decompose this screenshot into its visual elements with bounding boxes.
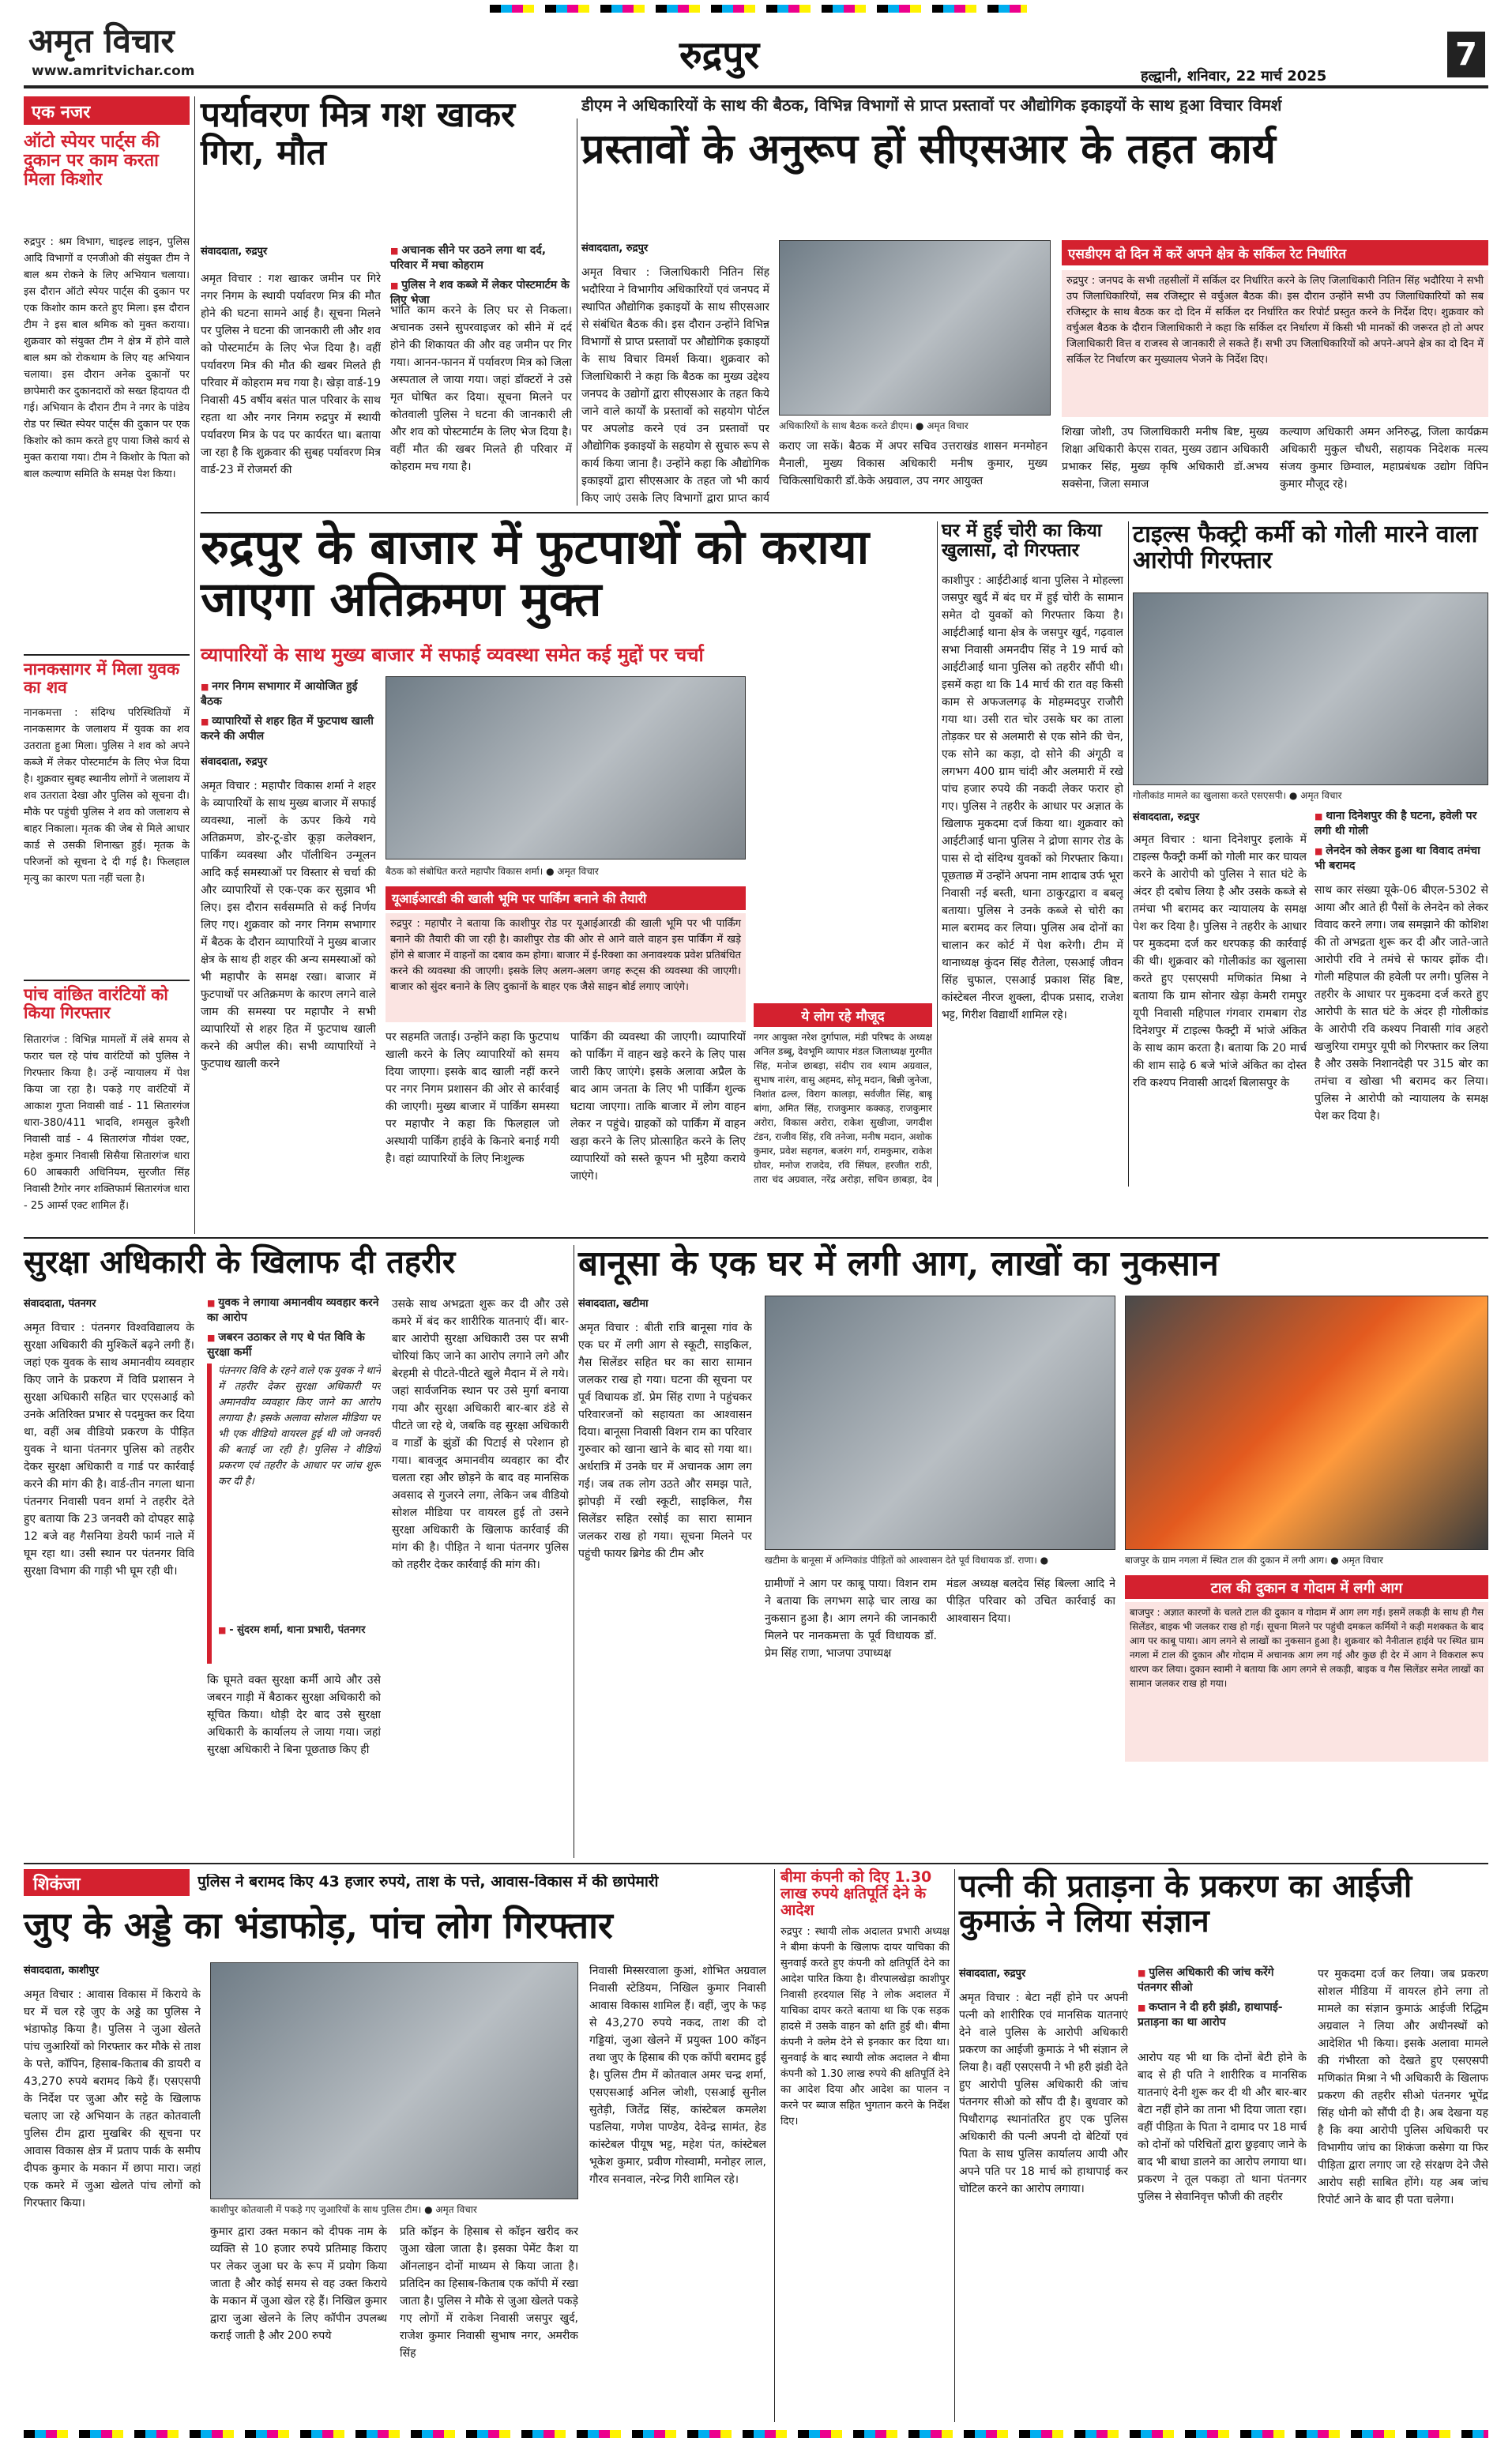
brief-3-headline: पांच वांछित वारंटियों को किया गिरफ्तार [24, 980, 190, 1022]
masthead [0, 0, 1512, 88]
story-6-quote: पंतनगर विवि के रहने वाले एक युवक ने थाने में तहरीर देकर सुरक्षा अधिकारी पर अमानवीय व्यवहार किए जाने का आरोप लगाया है। इसके अलावा सोशल मीडिया पर भी एक वीडियो वायरल हुई थी जो जनवरी की बताई जा रही है। पुलिस ने वीडियो प्रकरण एवं तहरीर के आधार पर जांच शुरू कर दी है। [218, 1365, 381, 1488]
story-3-bullet: ■ व्यापारियों से शहर हित में फुटपाथ खाली करने की अपील [201, 714, 374, 744]
story-gambling [24, 1869, 853, 2422]
story-footpath [201, 521, 932, 1296]
story-6-quote-by: ■ - सुंदरम शर्मा, थाना प्रभारी, पंतनगर [218, 1623, 381, 1638]
story-8-body-b: आरोप यह भी था कि दोनों बेटी होने के बाद से ही पति ने शारीरिक व मानसिक यातनाएं देनी शुरू कर दी थी और बार-बार बेटा नहीं होने का ताना भी दिया जाता रहा। वहीं पीड़िता के पिता ने दामाद पर 18 मार्च को दोनों को परिचितों द्वारा छुड़वाए जाने के बाद भी बाधा डालने का आरोप लगाया था। प्रकरण ने तूल पकड़ा तो थाना पंतनगर पुलिस ने सेवानिवृत्त फौजी की तहरीर [1138, 2052, 1307, 2203]
brief-3-body: सितारगंज : विभिन्न मामलों में लंबे समय से फरार चल रहे पांच वारंटियों को पुलिस ने गिरफ्तार किया है। उन्हें न्यायालय में पेश किया जा रहा है। पकड़े गए वारंटियों में आकाश गुप्ता निवासी वार्ड - 11 सितारगंज धारा-380/411 भादवि, शमसुल कुरैशी निवासी वार्ड - 4 सितारगंज गौवंश एक्ट, महेश कुमार निवासी सिसैया सितारगंज धारा 60 आबकारी अधिनियम, सुरजीत सिंह निवासी टैगोर नगर शक्तिफार्म सितारगंज धारा - 25 आर्म्स एक्ट शामिल हैं। [24, 1034, 190, 1212]
story-6-body-a: अमृत विचार : पंतनगर विश्वविद्यालय के सुरक्षा अधिकारी की मुश्किलें बढ़ने लगी हैं। जहां एक युवक के साथ अमानवीय व्यवहार किए जाने के प्रकरण में विवि प्रशासन ने सुरक्षा अधिकारी सहित चार एएसआई को उनके अतिरिक्त प्रभार से पदमुक्त कर दिया था, वहीं अब वीडियो प्रकरण के पीड़ित युवक ने थाना पंतनगर पुलिस को तहरीर देकर सुरक्षा अधिकारी व गार्ड पर कार्रवाई करने की मांग की है। वार्ड-तीन नगला थाना पंतनगर निवासी पवन शर्मा ने तहरीर देते हुए बताया कि 23 जनवरी को दोपहर साढ़े 12 बजे वह गैसनिया डेयरी फार्म नाले में घूम रहा था। उसी स्थान पर पंतनगर विवि सुरक्षा विभाग की गाड़ी भी घूम रही थी। [24, 1322, 194, 1578]
story-1-body-a: अमृत विचार : गश खाकर जमीन पर गिरे नगर निगम के स्थायी पर्यावरण मित्र की मौत होने की घटना सामने आई है। सूचना मिलने पर पुलिस ने घटना की जानकारी ली और शव को पोस्टमार्टम के लिए भेज दिया है। वहीं पर्यावरण मित्र की मौत की खबर मिलते ही परिवार में कोहराम मच गया है। खेड़ा वार्ड-19 निवासी 45 वर्षीय बसंत पाल परिवार के साथ रहता था और नगर निगम रुद्रपुर में स्थायी पर्यावरण मित्र के पद पर कार्यरत था। बताया जा रहा है कि शुक्रवार की सुबह पर्यावरण मित्र वार्ड-23 में रोजमर्रा की [201, 273, 381, 476]
present-box [754, 1003, 932, 1187]
story-5-body-b: साथ कार संख्या यूके-06 बीएल-5302 से आया और आते ही पैसों के लेनदेन को लेकर विवाद करने लगा। जब समझाने की कोशिश की तो अभद्रता शुरू कर दी और जाते-जाते आरोपी रवि ने तमंचे से फायर झोंक दी। गोली महिपाल की हवेली पर लगी। पुलिस ने तहरीर के आधार पर मुकदमा दर्ज करते हुए आरोपी के सात घंटे के अंदर ही गोलीकांड के आरोपी रवि कश्यप निवासी गांव अहरो खजुरिया रामपुर यूपी को गिरफ्तार कर लिया है और उसके निशानदेही पर 315 बोर का तमंचा व खोखा भी बरामद कर लिया। पुलिस ने आरोपी को न्यायालय के समक्ष पेश कर दिया है। [1315, 884, 1488, 1123]
story-4-headline: घर में हुई चोरी का किया खुलासा, दो गिरफ्तार [942, 521, 1102, 562]
insurance-headline: बीमा कंपनी को दिए 1.30 लाख रुपये क्षतिपूर्ति देने के आदेश [780, 1868, 932, 1919]
story-8-byline: संवाददाता, रुद्रपुर [959, 1968, 1026, 1980]
story-8-bullet: ■ कप्तान ने दी हरी झंडी, हाथापाई-प्रताड़ना का था आरोप [1138, 2000, 1307, 2030]
story-1-bullet: ■ पुलिस ने शव कब्जे में लेकर पोस्टमार्टम के लिए भेजा [390, 278, 572, 308]
uird-parking-body: रुद्रपुर : महापौर ने बताया कि काशीपुर रोड पर यूआईआरडी की खाली भूमि पर भी पार्किंग बनाने की तैयारी की जा रही है। काशीपुर रोड की ओर से आने वाले वाहन इस पार्किंग में खड़े होंगे से बाजार में वाहनों का दबाव कम होगा। बाजार में ई-रिक्शा का अनावश्यक प्रवेश प्रतिबंधित करने की व्यवस्था की जाएगी। इसके लिए अलग-अलग जगह रूट्स की व्यवस्था की जाएगी। बाजार को सुंदर बनाने के लिए दुकानों के बाहर एक जैसे साइन बोर्ड लगाए जाएंगे। [386, 913, 746, 1022]
story-banusa-fire [578, 1245, 1488, 1964]
story-7-caption-a: खटीमा के बानूसा में अग्निकांड पीड़ितों को आश्वासन देते पूर्व विधायक डॉ. राणा। ● [765, 1555, 1049, 1566]
registration-marks-top [490, 5, 1027, 13]
story-ig-cognizance [959, 1869, 1488, 2422]
shikanja-caption: काशीपुर कोतवाली में पकड़े गए जुआरियों के साथ पुलिस टीम। ● अमृत विचार [210, 2204, 477, 2215]
story-6-byline: संवाददाता, पंतनगर [24, 1298, 96, 1310]
story-6-bullets [207, 1296, 381, 1360]
site-url: www.amritvichar.com [32, 63, 195, 79]
edition-date: हल्द्वानी, शनिवार, 22 मार्च 2025 [1141, 68, 1327, 85]
story-7-body-c: मंडल अध्यक्ष बलदेव सिंह बिल्ला आदि ने पीड़ित परिवार को उचित कार्रवाई का आश्वासन दिया। [946, 1578, 1115, 1625]
page-number: 7 [1447, 32, 1485, 77]
brief-2-headline: नानकसागर में मिला युवक का शव [24, 654, 190, 697]
insurance-body: रुद्रपुर : स्थायी लोक अदालत प्रभारी अध्यक्ष ने बीमा कंपनी के खिलाफ दायर याचिका की सुनवाई करते हुए कंपनी को क्षतिपूर्ति देने का आदेश पारित किया है। वीरपालखेड़ा काशीपुर निवासी हरदयाल सिंह ने लोक अदालत में याचिका दायर करते बताया था कि एक सड़क हादसे में उसके वाहन को क्षति हुई थी। बीमा कंपनी ने क्लेम देने से इनकार कर दिया था। सुनवाई के बाद स्थायी लोक अदालत ने बीमा कंपनी को 1.30 लाख रुपये की क्षतिपूर्ति देने का आदेश दिया और आदेश का पालन न करने पर ब्याज सहित भुगतान करने के निर्देश दिए। [780, 1926, 950, 2127]
shikanja-body-c: प्रति कॉइन के हिसाब से कॉइन खरीद कर जुआ खेला जाता है। इसका पेमेंट कैश या ऑनलाइन दोनों माध्यम से किया जाता है। प्रतिदिन का हिसाब-किताब एक कॉपी में रखा जाता है। पुलिस ने मौके से जुआ खेलते पकड़े गए लोगों में राकेश निवासी जसपुर खुर्द, राजेश कुमार निवासी सुभाष नगर, अमरीक सिंह [400, 2225, 578, 2360]
shikanja-body-d: निवासी मिस्सरवाला कुआं, शोभित अग्रवाल निवासी स्टेडियम, निखिल कुमार निवासी आवास विकास शामिल हैं। वहीं, जुए के फड़ से 43,270 रुपये नकद, ताश की दो गड्डियां, जुआ खेलने में प्रयुक्त 100 कॉइन तथा जुए के हिसाब की एक कॉपी बरामद हुई है। पुलिस टीम में कोतवाल अमर चन्द्र शर्मा, एसएसआई अनिल जोशी, एसआई सुनील सुतेड़ी, जितेंद्र सिंह, कांस्टेबल कमलेश पडलिया, गणेश पाण्डेय, देवेन्द्र सामंत, हेड कांस्टेबल पीयूष भट्ट, महेश पंत, कांस्टेबल भूकेश कुमार, प्रवीण गोस्वामी, मनोहर लाल, गौरव सनवाल, नरेन्द्र गिरी शामिल रहे। [589, 1965, 766, 2186]
timber-shop-tag: टाल की दुकान व गोदाम में लगी आग [1125, 1575, 1488, 1599]
left-column [24, 96, 190, 1234]
story-1-byline: संवाददाता, रुद्रपुर [201, 246, 268, 258]
uird-parking-col-a: पर सहमति जताई। उन्होंने कहा कि फुटपाथ खाली करने के लिए व्यापारियों को समय दिया जाएगा। इसके बाद खाली नहीं करने पर नगर निगम प्रशासन की ओर से कार्रवाई की जाएगी। मुख्य बाजार में पार्किंग समस्या पर महापौर ने कहा कि फिलहाल जो अस्थायी पार्किंग हाईवे के किनारे बनाई गयी है। वहां व्यापारियों के लिए निःशुल्क [386, 1031, 559, 1165]
row-3-rule [24, 1863, 1488, 1864]
shikanja-photo [210, 1962, 578, 2199]
story-4-body: काशीपुर : आईटीआई थाना पुलिस ने मोहल्ला जसपुर खुर्द में बंद घर में हुई चोरी के सामान समेत दो युवकों को गिरफ्तार किया है। आईटीआई थाना क्षेत्र के जसपुर खुर्द, गढ़वाल सभा निवासी अमनदीप सिंह ने 19 मार्च को आईटीआई थाना पुलिस को तहरीर सौंपी थी। इसमें कहा था कि 14 मार्च की रात वह किसी काम से अफजलगढ़ के मोहम्मदपुर राजौरी गया था। उसी रात चोर उसके घर का ताला तोड़कर घर से अलमारी से एक सोने की चेन, एक सोने का कड़ा, दो सोने की अंगूठी व लगभग 400 ग्राम चांदी और अलमारी में रखे पांच हजार रुपये की नकदी लेकर फरार हो गए। पुलिस ने तहरीर के आधार पर अज्ञात के खिलाफ मुकदमा दर्ज किया था। शुक्रवार को आईटीआई थाना पुलिस ने द्रोणा सागर रोड के पास से दो संदिग्ध युवकों को गिरफ्तार किया। पूछताछ में उन्होंने अपना नाम शादाब उर्फ भूरा निवासी नई बस्ती, थाना ठाकुरद्वारा व बबलू बताया। पुलिस ने उनके कब्जे से चोरी का माल बरामद कर लिया। पुलिस अब दोनों का चालान कर कोर्ट में पेश करेगी। टीम में थानाध्यक्ष कुंदन सिंह रौतेला, एसआई जीवन सिंह चुफाल, एसआई प्रकाश सिंह बिष्ट, कांस्टेबल नीरज शुक्ला, दीपक प्रसाद, राजेश भट्ट, गिरीश विद्यार्थी शामिल रहे। [942, 574, 1123, 1021]
uird-parking-col-b: पार्किंग की व्यवस्था की जाएगी। व्यापारियों को पार्किंग में वाहन खड़े करने के लिए पास जारी किए जाएंगे। इसके अलावा अप्रैल के बाद आम जनता के लिए भी पार्किंग शुल्क घटाया जाएगा। ताकि बाजार में लोग वाहन लेकर न पहुंचे। ग्राहकों को पार्किंग में वाहन खड़ा करने के लिए प्रोत्साहित करने के लिए व्यापारियों को सस्ते कूपन भी मुहैया कराये जाएंगे। [570, 1031, 746, 1183]
timber-shop-box [1125, 1575, 1488, 1762]
uird-parking-tag: यूआईआरडी की खाली भूमि पर पार्किंग बनाने की तैयारी [386, 886, 746, 910]
story-5-body-a: अमृत विचार : थाना दिनेशपुर इलाके में टाइल्स फैक्ट्री कर्मी को गोली मार कर घायल करने के आरोपी को पुलिस ने सात घंटे के अंदर ही दबोच लिया है और उसके कब्जे से तमंचा भी बरामद कर न्यायालय के समक्ष पेश कर दिया है। पुलिस ने तहरीर के आधार पर मुकदमा दर्ज कर धरपकड़ की कार्रवाई की थी। शुक्रवार को गोलीकांड का खुलासा करते हुए एसएसपी मणिकांत मिश्रा ने बताया कि ग्राम सोनार खेड़ा केमरी रामपुर यूपी निवासी महिपाल गंगवार रामबाग रोड दिनेशपुर में टाइल्स फैक्ट्री में भांजे अंकित के साथ काम करता है। बताया कि 20 मार्च की शाम साढ़े 6 बजे भांजे अंकित का दोस्त रवि कश्यप निवासी आदर्श बिलासपुर के [1133, 833, 1307, 1089]
story-7-photo-a [765, 1296, 1115, 1550]
story-5-byline: संवाददाता, रुद्रपुर [1133, 811, 1200, 823]
story-tiles-shooting [1133, 521, 1488, 1187]
story-1-body-b: भांति काम करने के लिए घर से निकला। अचानक उसने सुपरवाइजर को सीने में दर्द होने की शिकायत की और वह जमीन पर गिर गया। आनन-फानन में पर्यावरण मित्र को जिला अस्पताल ले जाया गया। जहां डॉक्टरों ने उसे मृत घोषित कर दिया। सूचना मिलने पर कोतवाली पुलिस ने घटना की जानकारी ली और शव को पोस्टमार्टम के लिए भेज दिया है। वहीं मौत की खबर मिलते ही परिवार में कोहराम मच गया है। [390, 304, 572, 473]
shikanja-tag: शिकंजा [24, 1869, 190, 1896]
story-5-bullet: ■ लेनदेन को लेकर हुआ था विवाद तमंचा भी बरामद [1315, 844, 1488, 874]
story-3-caption: बैठक को संबोधित करते महापौर विकास शर्मा। ● अमृत विचार [386, 866, 599, 877]
shikanja-byline: संवाददाता, काशीपुर [24, 1965, 100, 1977]
story-1-bullet: ■ अचानक सीने पर उठने लगा था दर्द, परिवार में मचा कोहराम [390, 243, 572, 273]
page-city: रुद्रपुर [679, 33, 760, 77]
story-security-officer [24, 1245, 569, 1964]
left-column-tag: एक नजर [24, 96, 190, 125]
story-1-headline: पर्यावरण मित्र गश खाकर गिरा, मौत [201, 95, 515, 174]
story-5-bullets [1315, 809, 1488, 874]
story-2-byline: संवाददाता, रुद्रपुर [581, 243, 649, 254]
brief-2-body: नानकमत्ता : संदिग्ध परिस्थितियों में नानकसागर के जलाशय में युवक का शव उतराता हुआ मिला। पुलिस ने शव को अपने कब्जे में लेकर पोस्टमार्टम के लिए भेज दिया है। शुक्रवार सुबह स्थानीय लोगों ने जलाशय में शव उतराता देखा और पुलिस को सूचना दी। मौके पर पहुंची पुलिस ने शव को जलाशय से बाहर निकाला। मृतक की जेब से मिले आधार कार्ड से उसकी शिनाख्त हुई। मृतक के परिजनों को सूचना दे दी गई है। फिलहाल मृत्यु का कारण पता नहीं चला है। [24, 707, 190, 885]
story-8-body-a: अमृत विचार : बेटा नहीं होने पर अपनी पत्नी को शारीरिक एवं मानसिक यातनाएं देने वाले पुलिस के आरोपी अधिकारी प्रकरण का आईजी कुमाऊं ने भी संज्ञान ले लिया है। वहीं एसएसपी ने भी हरी झंडी देते हुए आरोपी पुलिस अधिकारी की जांच पंतनगर सीओ को सौंप दी है। बुधवार को पिथौरागढ़ स्थानांतरित हुए एक पुलिस अधिकारी की पत्नी अपनी दो बेटियों एवं पिता के साथ पुलिस कार्यालय आयी और अपने पति पर 18 मार्च को हाथापाई कर चोटिल करने का आरोप लगाया। [959, 1992, 1128, 2195]
story-3-headline: रुद्रपुर के बाजार में फुटपाथों को कराया जाएगा अतिक्रमण मुक्त [201, 520, 870, 627]
shikanja-divider [774, 1869, 775, 2422]
circle-rate-body: रुद्रपुर : जनपद के सभी तहसीलों में सर्किल दर निर्धारित करने के लिए जिलाधिकारी नितिन सिंह भदौरिया ने सभी उप जिलाधिकारियों, सब रजिस्ट्रार से वर्चुअल बैठक की। इस दौरान उन्होंने सभी उप जिलाधिकारियों को सब रजिस्ट्रार के साथ बैठक कर दो दिन में सर्किल दर निर्धारित कर रिपोर्ट प्रस्तुत करने के निर्देश दिए। शुक्रवार को वर्चुअल बैठक के दौरान जिलाधिकारी ने कहा कि सर्किल दर निर्धारण में किसी भी मानकों की जरूरत हो तो अपर जिलाधिकारी वित्त व राजस्व से जानकारी ले सकते हैं। सभी उप जिलाधिकारियों को अपने-अपने क्षेत्र का दो दिन में सर्किल रेट निर्धारण कर मुख्यालय भेजने के निर्देश दिए। [1062, 270, 1488, 417]
story-7-body-a: अमृत विचार : बीती रात्रि बानूसा गांव के एक घर में लगी आग से स्कूटी, साइकिल, गैस सिलेंडर सहित घर का सारा सामान जलकर राख हो गया। घटना की सूचना पर पूर्व विधायक डॉ. प्रेम सिंह राणा ने पहुंचकर परिवारजनों को सहायता का आश्वासन दिया। बानूसा निवासी विशन राम का परिवार गुरुवार को खाना खाने के बाद सो गया था। अर्धरात्रि में उनके घर में अचानक आग लग गई। जब तक लोग उठते और समझ पाते, झोपड़ी में रखी स्कूटी, साइकिल, गैस सिलेंडर सहित रसोई का सारा सामान जलकर राख हो गया। सूचना मिलने पर पहुंची फायर ब्रिगेड की टीम और [578, 1322, 752, 1560]
story-2-body: अमृत विचार : जिलाधिकारी नितिन सिंह भदौरिया ने विभागीय अधिकारियों एवं जनपद में स्थापित औद्योगिक इकाइयों के साथ सीएसआर से संबंधित बैठक की। इस दौरान उन्होंने विभिन्न विभागों से प्राप्त प्रस्तावों पर औद्योगिक इकाइयों के साथ विचार विमर्श किया। शुक्रवार को जिलाधिकारी ने कहा कि बैठक का मुख्य उद्देश्य जनपद के उद्योगों द्वारा सीएसआर के तहत किये जाने वाले कार्यों के प्रस्तावों को सहयोग पोर्टल पर अपलोड करने एवं उन प्रस्तावों पर औद्योगिक इकाइयों के सहयोग से सुचारु रूप से कार्य किया जाना है। उन्होंने कहा कि औद्योगिक इकाइयों द्वारा सीएसआर के तहत जो भी कार्य किए जाएं उसके लिए विभागों द्वारा प्राप्त कार्य [581, 266, 769, 505]
story-2-caption: अधिकारियों के साथ बैठक करते डीएम। ● अमृत विचार [779, 420, 969, 431]
story-2-kicker: डीएम ने अधिकारियों के साथ की बैठक, विभिन्न विभागों से प्राप्त प्रस्तावों पर औद्योगिक इकाइयों के साथ हुआ विचार विमर्श [581, 96, 1282, 114]
circle-rate-col-a: शिखा जोशी, उप जिलाधिकारी मनीष बिष्ट, मुख्य शिक्षा अधिकारी केएस रावत, मुख्य उद्यान अधिकारी प्रभाकर सिंह, मुख्य कृषि अधिकारी डॉ.अभय सक्सेना, जिला समाज [1062, 426, 1269, 491]
shikanja-body-a: अमृत विचार : आवास विकास में किराये के घर में चल रहे जुए के अड्डे का पुलिस ने भंडाफोड़ किया है। पुलिस ने जुआ खेलते पांच जुआरियों को गिरफ्तार कर मौके से ताश के पत्ते, कॉपिन, हिसाब-किताब की डायरी व 43,270 रुपये बरामद किये हैं। एसएसपी के निर्देश पर जुआ और सट्टे के खिलाफ चलाए जा रहे अभियान के तहत कोतवाली पुलिस टीम द्वारा मुखबिर की सूचना पर आवास विकास क्षेत्र में प्रताप पार्क के समीप दीपक कुमार के मकान में छापा मारा। जहां एक कमरे में जुआ खेलते पांच लोगों को गिरफ्तार किया। [24, 1988, 201, 2210]
story-5-photo [1133, 592, 1488, 785]
story-7-photo-b [1125, 1296, 1488, 1550]
story-6-quote-box [207, 1364, 381, 1664]
story-7-caption-b: बाजपुर के ग्राम नगला में स्थित टाल की दुकान में लगी आग। ● अमृत विचार [1125, 1555, 1383, 1566]
story-8-body-c: पर मुकदमा दर्ज कर लिया। जब प्रकरण सोशल मीडिया में वायरल होने लगा तो मामले का संज्ञान कुमाऊं आईजी रिद्धिम अग्रवाल ने लिया और अधीनस्थों को आदेशित भी किया। इसके अलावा मामले की गंभीरता को देखते हुए एसएसपी मणिकांत मिश्रा ने भी अधिकारी के खिलाफ प्रकरण की तहरीर सीओ पंतनगर भूपेंद्र सिंह धोनी को सौंपी दी है। अब देखना यह है कि क्या आरोपी पुलिस अधिकारी पर विभागीय जांच का शिकंजा कसेगा या फिर पीड़िता द्वारा लगाए जा रहे संरक्षण देने जैसे आरोप सही साबित होंगे। यह अब जांच रिपोर्ट आने के बाद ही पता चलेगा। [1318, 1968, 1488, 2206]
story-3-bullets [201, 679, 374, 744]
story-insurance [780, 1869, 950, 2422]
story-6-headline: सुरक्षा अधिकारी के खिलाफ दी तहरीर [24, 1243, 456, 1281]
story-6-bullet: ■ युवक ने लगाया अमानवीय व्यवहार करने का आरोप [207, 1296, 381, 1326]
story-7-headline: बानूसा के एक घर में लगी आग, लाखों का नुकसान [578, 1243, 1219, 1284]
story-6-bullet: ■ जबरन उठाकर ले गए थे पंत विवि के सुरक्षा कर्मी [207, 1330, 381, 1360]
timber-shop-body: बाजपुर : अज्ञात कारणों के चलते टाल की दुकान व गोदाम में आग लग गई। इसमें लकड़ी के साथ ही गैस सिलेंडर, बाइक भी जलकर राख हो गई। सूचना मिलने पर पहुंची दमकल कर्मियों ने कड़ी मशक्कत के बाद आग पर काबू पाया। आग लगने से लाखों का नुकसान हुआ है। शुक्रवार को नैनीताल हाईवे पर स्थित ग्राम नगला में टाल की दुकान और गोदाम में अचानक आग लग गई और कुछ ही देर में आग ने विकराल रूप धारण कर लिया। दुकान स्वामी ने बताया कि आग लगने से लकड़ी, बाइक व गैस सिलेंडर समेत लाखों का सामान जलकर राख हो गया। [1125, 1602, 1488, 1762]
story-1-bullets [390, 243, 572, 308]
brief-1-headline: ऑटो स्पेयर पार्ट्स की दुकान पर काम करता मिला किशोर [24, 132, 160, 190]
story-csr [581, 96, 1488, 507]
masthead-rule [24, 85, 1488, 88]
story-2-continuation: कराए जा सकें। बैठक में अपर सचिव उत्तराखंड शासन मनमोहन मैनाली, मुख्य विकास अधिकारी मनीष कुमार, मुख्य चिकित्साधिकारी डॉ.केके अग्रवाल, उप नगर आयुक्त [779, 440, 1047, 487]
story-7-byline: संवाददाता, खटीमा [578, 1298, 649, 1310]
present-tag: ये लोग रहे मौजूद [754, 1003, 932, 1027]
registration-marks-bottom [24, 2430, 1488, 2438]
story-5-bullet: ■ थाना दिनेशपुर की है घटना, हवेली पर लगी थी गोली [1315, 809, 1488, 839]
uird-parking-box [386, 886, 746, 1187]
brief-1-body: रुद्रपुर : श्रम विभाग, चाइल्ड लाइन, पुलिस आदि विभागों व एनजीओ की संयुक्त टीम ने बाल श्रम रोकने के लिए अभियान चलाया। इस दौरान ऑटो स्पेयर पार्ट्स की दुकान पर एक किशोर काम करते हुए मिला। इस दौरान टीम ने इस बाल श्रमिक को मुक्त कराया। शुक्रवार को संयुक्त टीम ने क्षेत्र में होने वाले बाल श्रम को रोकथाम के लिए यह अभियान चलाया। इस दौरान अनेक दुकानों पर छापेमारी कर दुकानदारों को सख्त हिदायत दी गई। अभियान के दौरान टीम ने नगर के पांडेय रोड पर स्थित स्पेयर पार्ट्स की दुकान पर एक किशोर को काम करते हुए पाया जिसे कार्य से मुक्त कराया गया। टीम ने किशोर के पिता को बाल कल्याण समिति के समक्ष पेश किया। [24, 236, 190, 480]
story-3-photo [386, 676, 746, 860]
circle-rate-box [1062, 240, 1488, 507]
story-3-byline: संवाददाता, रुद्रपुर [201, 756, 268, 768]
shikanja-body-b: कुमार द्वारा उक्त मकान को दीपक नाम के व्यक्ति से 10 हजार रुपये प्रतिमाह किराए पर लेकर जुआ घर के रूप में प्रयोग किया जाता है और कोई समय से वह उक्त किराये के मकान में जुआ खेल रहे हैं। निखिल कुमार द्वारा जुआ खेलने के लिए कॉपीन उपलब्ध कराई जाती है और 200 रुपये [210, 2225, 387, 2342]
brand-logo: अमृत विचार [28, 21, 175, 60]
insurance-divider [954, 1869, 955, 2422]
story-environment-worker [201, 96, 572, 507]
story-7-body-b: ग्रामीणों ने आग पर काबू पाया। विशन राम ने बताया कि लगभग साढ़े चार लाख का नुकसान हुआ है। आग लगने की जानकारी मिलने पर नानकमत्ता के पूर्व विधायक डॉ. प्रेम सिंह राणा, भाजपा उपाध्यक्ष [765, 1578, 937, 1660]
shikanja-kicker: पुलिस ने बरामद किए 43 हजार रुपये, ताश के पत्ते, आवास-विकास में की छापेमारी [197, 1874, 659, 1890]
row-2-rule [24, 1237, 1488, 1239]
story-3-deck: व्यापारियों के साथ मुख्य बाजार में सफाई व्यवस्था समेत कई मुद्दों पर चर्चा [201, 644, 704, 666]
story-8-bullet: ■ पुलिस अधिकारी की जांच करेंगे पंतनगर सीओ [1138, 1965, 1307, 1995]
story-4-divider [1128, 521, 1129, 1187]
circle-rate-col-b: कल्याण अधिकारी अमन अनिरुद्ध, जिला कार्यक्रम अधिकारी मुकुल चौधरी, सहायक निदेशक मत्स्य संजय कुमार छिम्वाल, महाप्रबंधक उद्योग विपिन कुमार मौजूद रहे। [1280, 426, 1488, 491]
story-8-headline: पत्नी की प्रताड़ना के प्रकरण का आईजी कुमाऊं ने लिया संज्ञान [959, 1868, 1412, 1939]
shikanja-headline: जुए के अड्डे का भंडाफोड़, पांच लोग गिरफ्तार [24, 1904, 613, 1947]
story-5-caption: गोलीकांड मामले का खुलासा करते एसएसपी। ● अमृत विचार [1133, 790, 1342, 801]
row-1-rule [201, 512, 1488, 513]
present-body: नगर आयुक्त नरेश दुर्गापाल, मंडी परिषद के अध्यक्ष अनिल डब्बू, देवभूमि व्यापार मंडल जिलाध्यक्ष गुरमीत सिंह, मनोज छाबड़ा, संदीप राव श्याम अग्रवाल, सुभाष नारंग, वासु अहमद, सोनू मदान, बिन्नी जुनेजा, निशांत ढल्ल, विराग कालड़ा, सर्वजीत सिंह, बाबू बांगा, अमित सिंह, राजकुमार कक्कड़, राजकुमार अरोरा, विकास अरोरा, राकेश सुखीजा, जगदीश टंडन, राजीव सिंह, रवि तनेजा, मनीष मदान, अशोक कुमार, प्रवेश सहगल, बजरंग गर्ग, रामकुमार, राकेश ग्रोवर, मनोज राजदेव, रवि सिंघल, हरजीत राठी, तारा चंद अग्रवाल, नरेंद्र अरोड़ा, सचिन छाबड़ा, देव [754, 1032, 932, 1185]
story-theft [942, 521, 1123, 1187]
story-6-body-b: कि घूमते वक्त सुरक्षा कर्मी आये और उसे जबरन गाड़ी में बैठाकर सुरक्षा अधिकारी को सूचित किया। थोड़ी देर बाद उसे सुरक्षा अधिकारी के कार्यालय ले जाया गया। जहां सुरक्षा अधिकारी ने बिना पूछताछ किए ही [207, 1674, 381, 1756]
story-8-bullets [1138, 1965, 1307, 2030]
story-2-headline: प्रस्तावों के अनुरूप हों सीएसआर के तहत कार्य [581, 125, 1276, 173]
story-5-headline: टाइल्स फैक्ट्री कर्मी को गोली मारने वाला आरोपी गिरफ्तार [1133, 521, 1478, 574]
story-3-body-a: अमृत विचार : महापौर विकास शर्मा ने शहर के व्यापारियों के साथ मुख्य बाजार में सफाई व्यवस्था, नालों के ऊपर किये गये अतिक्रमण, डोर-टू-डोर कूड़ा कलेक्शन, पार्किंग व्यवस्था और पॉलीथिन उन्मूलन आदि कई समस्याओं पर विस्तार से चर्चा की और व्यापारियों से एक-एक कर सुझाव भी लिए। इस दौरान सर्वसम्मति से कई निर्णय लिए गए। शुक्रवार को नगर निगम सभागार में बैठक के दौरान व्यापारियों ने मुख्य बाजार क्षेत्र के साथ ही शहर की अन्य समस्याओं को भी महापौर के समक्ष रखा। बाजार में फुटपाथों पर अतिक्रमण के कारण लगने वाले जाम की समस्या पर महापौर ने सभी व्यापारियों से शहर हित में फुटपाथ खाली करने की अपील की। सभी व्यापारियों ने फुटपाथ खाली करने [201, 780, 376, 1070]
story-3-bullet: ■ नगर निगम सभागार में आयोजित हुई बैठक [201, 679, 374, 709]
story-6-body-c: उसके साथ अभद्रता शुरू कर दी और उसे कमरे में बंद कर शारीरिक यातनाएं दीं। बार-बार आरोपी सुरक्षा अधिकारी उस पर सभी चोरियां किए जाने का आरोप लगाने लगे और बेरहमी से पीटते-पीटते खुले मैदान में ले गये। जहां सार्वजनिक स्थान पर उसे मुर्गा बनाया गया और सुरक्षा अधिकारी बार-बार डंडे से पीटते जा रहे थे, जबकि वह सुरक्षा अधिकारी व गार्डों के झुंडों की पिटाई से परेशान हो गया। बावजूद अमानवीय व्यवहार का दौर चलता रहा और छोड़ने के बाद वह मानसिक अवसाद से गुजरने लगा, लेकिन जब वीडियो सोशल मीडिया पर वायरल हुई तो उसने सुरक्षा अधिकारी के खिलाफ कार्रवाई की मांग की है। पीड़ित ने थाना पंतनगर पुलिस को तहरीर देकर कार्रवाई की मांग की। [392, 1298, 569, 1571]
left-column-divider [194, 96, 195, 1234]
circle-rate-tag: एसडीएम दो दिन में करें अपने क्षेत्र के सर्किल रेट निर्धारित [1062, 240, 1488, 265]
story-3-divider [937, 521, 938, 1187]
story-2-photo [779, 240, 1051, 416]
